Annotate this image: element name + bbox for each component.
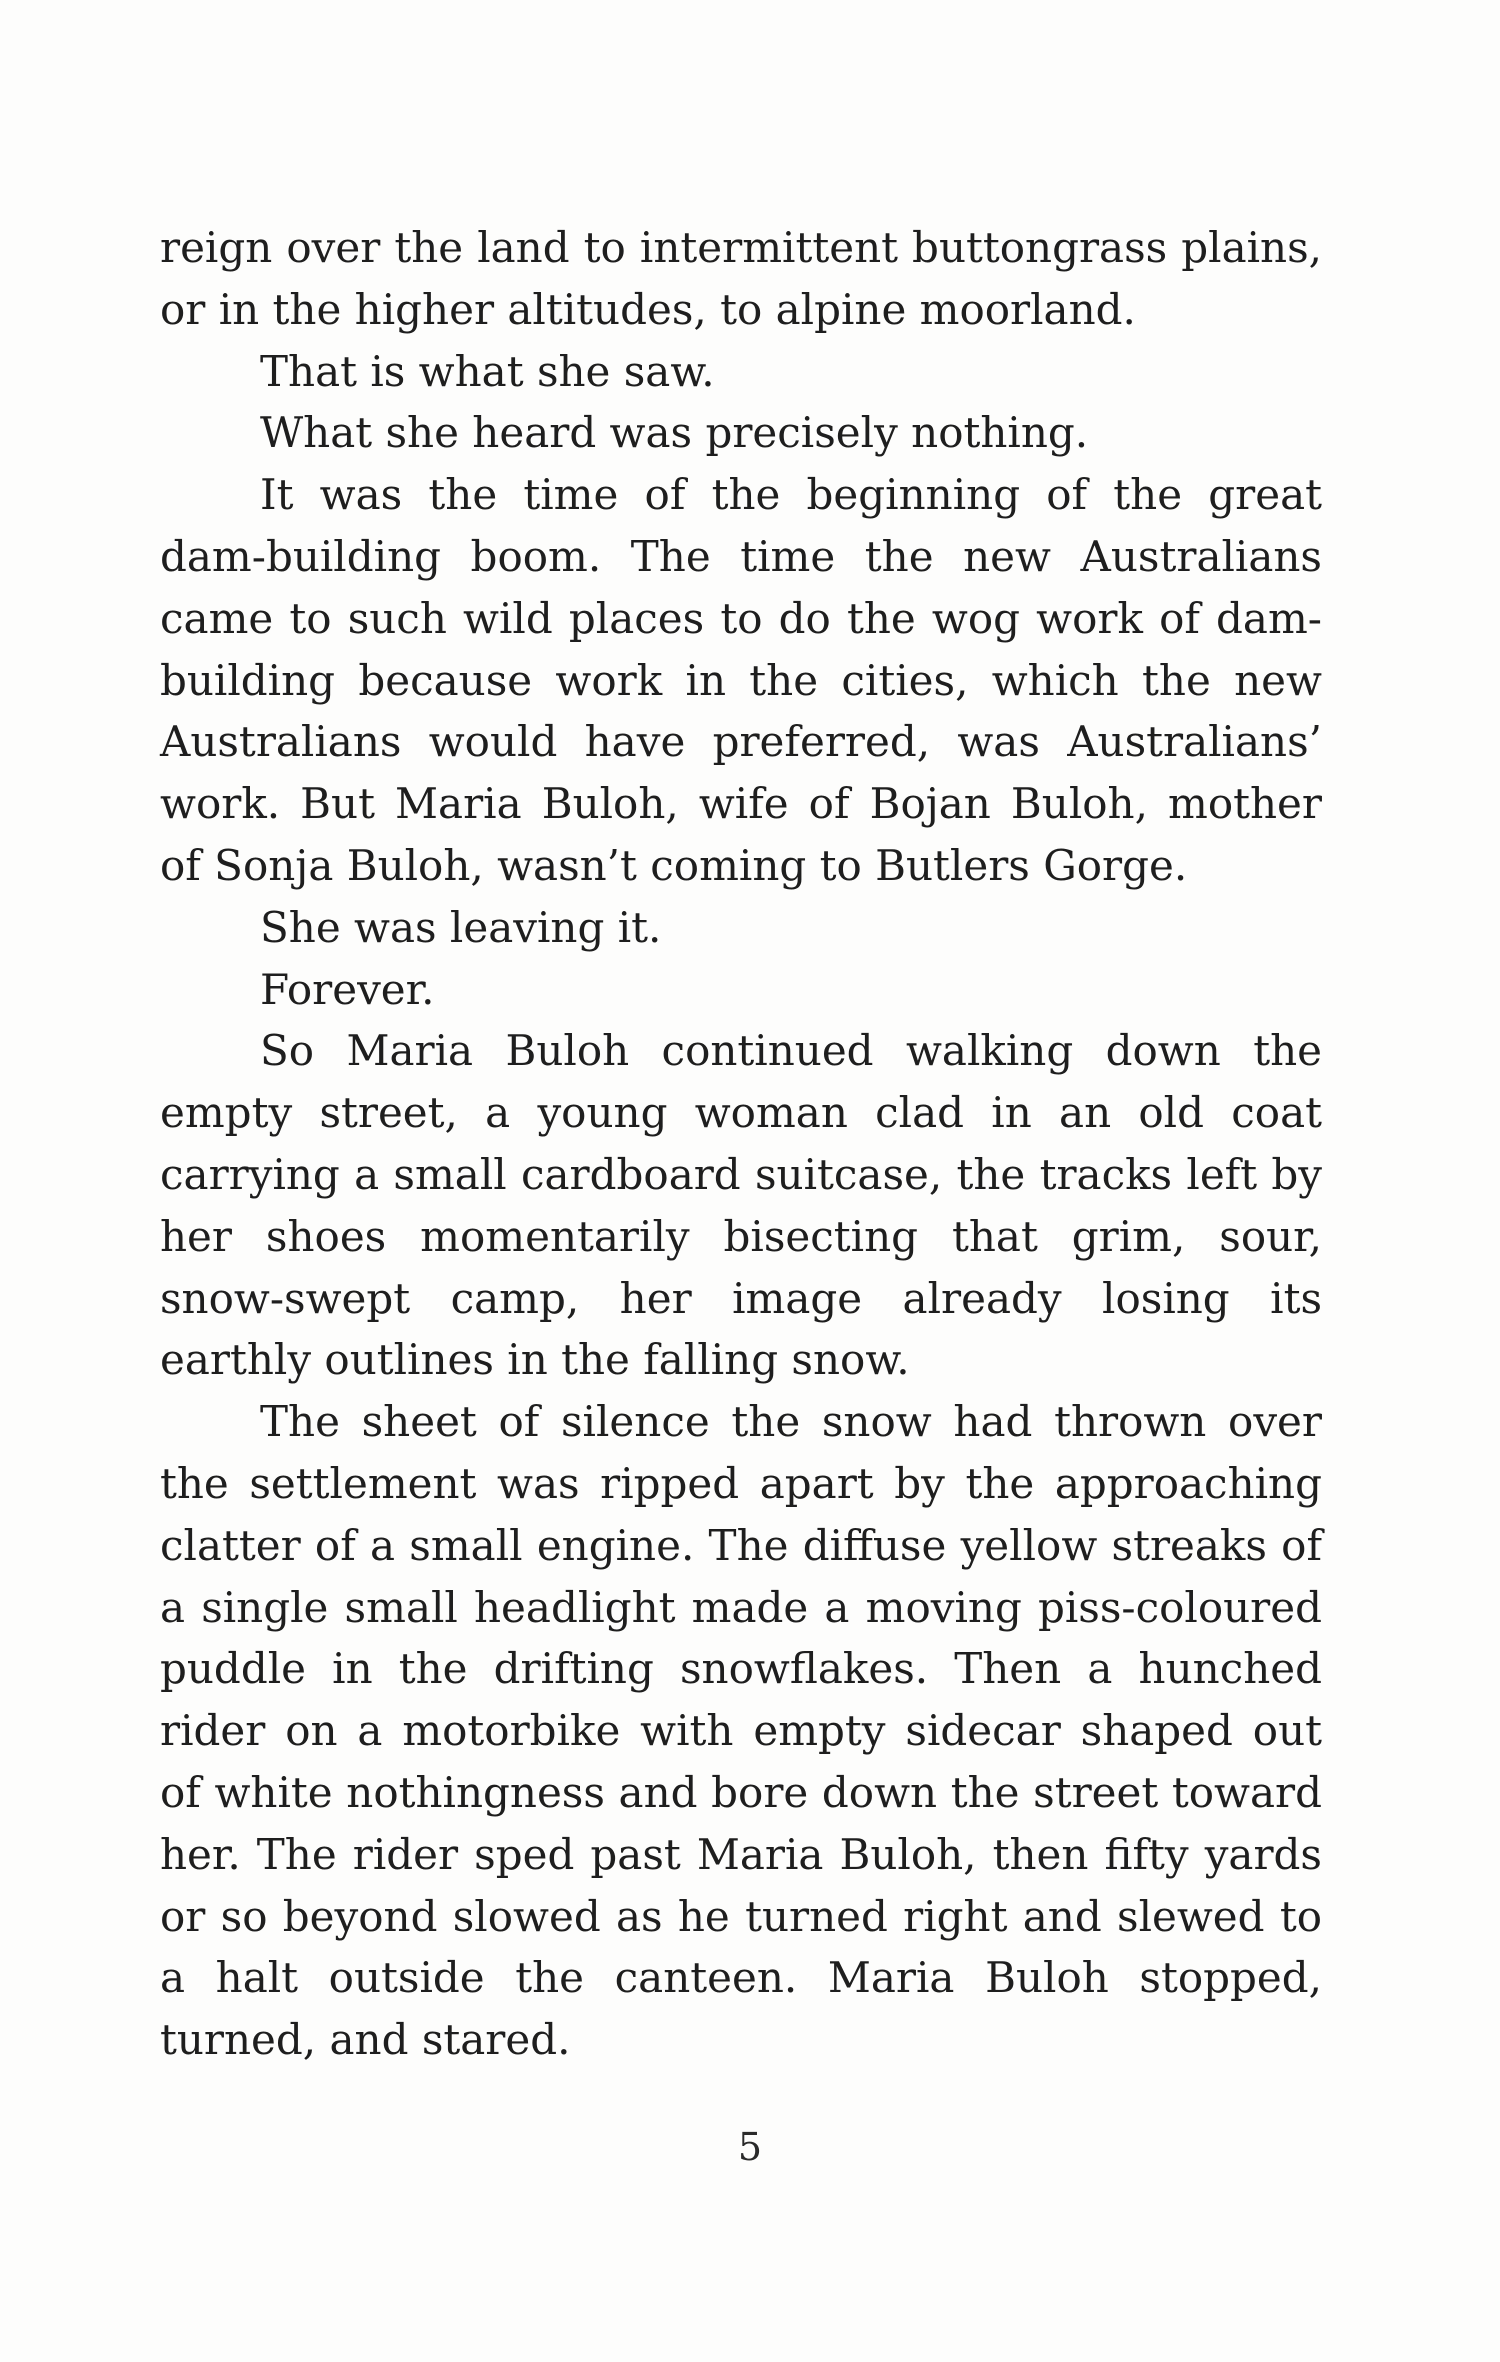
paragraph-6: Forever. <box>260 964 435 1014</box>
page-number: 5 <box>737 2125 763 2169</box>
paragraph-7: So Maria Buloh continued walking down the empty street, a young woman clad in an old coat carrying a small cardboard suitcase, the tracks left by her shoes momentarily bisecting that grim, sour, snow-swept camp, her image already losing its earthly outlines in the falling snow. <box>160 1026 1322 1385</box>
paragraph-2: That is what she saw. <box>260 346 715 396</box>
paragraph-5: She was leaving it. <box>260 902 662 952</box>
paragraph-3: What she heard was precisely nothing. <box>260 408 1089 458</box>
paragraph-8: The sheet of silence the snow had thrown over the settlement was ripped apart by the approaching clatter of a small engine. The diffuse yellow streaks of a single small headlight made a moving piss-coloured puddle in the drifting snowflakes. Then a hunched rider on a motorbike with empty sidecar shaped out of white nothingness and bore down the street toward her. The rider sped past Maria Buloh, then fifty yards or so beyond slowed as he turned right and slewed to a halt outside the canteen. Maria Buloh stopped, turned, and stared. <box>160 1397 1322 2065</box>
paragraph-1: reign over the land to intermittent buttongrass plains, or in the higher altitudes, to alpine moorland. <box>160 223 1322 334</box>
paragraph-4: It was the time of the beginning of the great dam-building boom. The time the new Australians came to such wild places to do the wog work of dam-building because work in the cities, which the new Australians would have preferred, was Australians’ work. But Maria Buloh, wife of Bojan Buloh, mother of Sonja Buloh, wasn’t coming to Butlers Gorge. <box>160 470 1322 890</box>
body-text <box>160 217 1322 2071</box>
